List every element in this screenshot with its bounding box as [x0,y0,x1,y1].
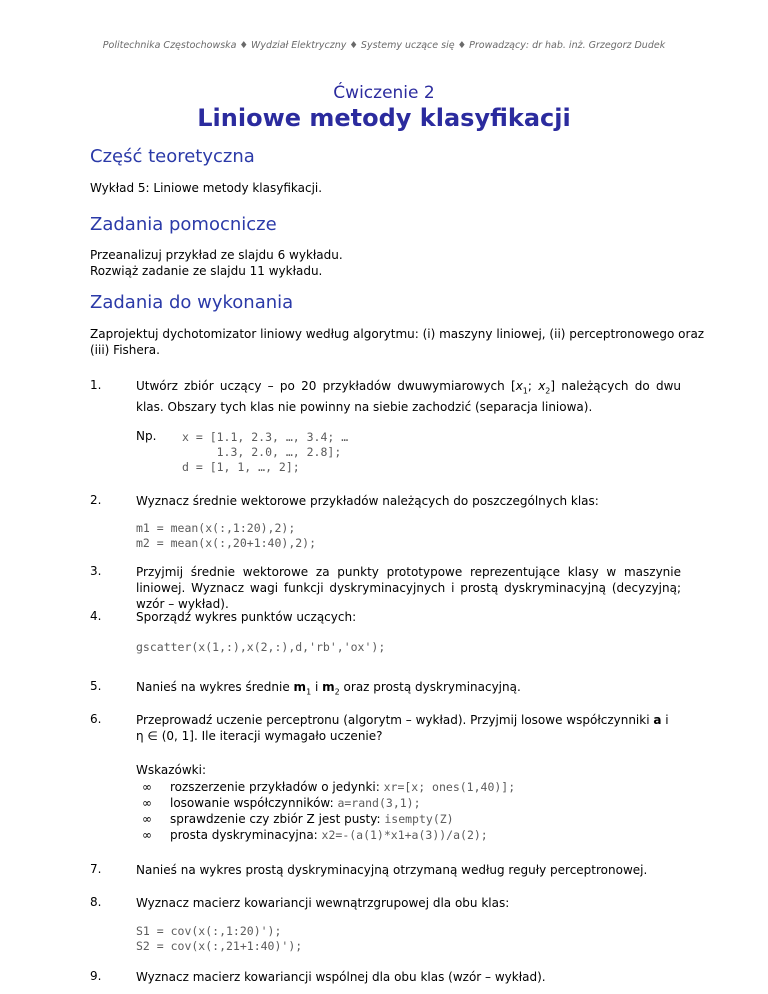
tasks-intro-line-2: (iii) Fishera. [90,343,160,357]
bullet-icon: ∞ [142,796,152,810]
code-means-line-1: m1 = mean(x(:,1:20),2); [136,521,296,535]
item-9-text: Wyznacz macierz kowariancji wspólnej dla obu klas (wzór – wykład). [136,970,546,984]
exercise-title: Liniowe metody klasyfikacji [197,104,571,132]
section-heading-aux: Zadania pomocnicze [90,214,277,235]
item-6-number: 6. [90,712,102,726]
item-2-text: Wyznacz średnie wektorowe przykładów należących do poszczególnych klas: [136,494,599,508]
code-cov-line-1: S1 = cov(x(:,1:20)'); [136,924,282,938]
item-4-text: Sporządź wykres punktów uczących: [136,610,357,624]
running-header: Politechnika Częstochowska ♦ Wydział Elektryczny ♦ Systemy uczące się ♦ Prowadzący: dr hab. inż. Grzegorz Dudek [102,40,666,51]
item-3-number: 3. [90,564,102,578]
hint-row: ∞ rozszerzenie przykładów o jedynki: xr=[x; ones(1,40)]; [136,779,515,795]
item-7-number: 7. [90,862,102,876]
exercise-number: Ćwiczenie 2 [333,83,435,103]
hints-label: Wskazówki: [136,763,206,777]
code-example-line-3: d = [1, 1, …, 2]; [182,460,300,474]
theory-text: Wykład 5: Liniowe metody klasyfikacji. [90,181,323,195]
item-3-text: Przyjmij średnie wektorowe za punkty prototypowe reprezentujące klasy w maszynie liniowej. Wyznacz wagi funkcji dyskryminacyjnych i prostą dyskryminacyjną (decyzyjną; wzór – wykład). [136,565,681,611]
example-label: Np. [136,429,157,443]
item-4-number: 4. [90,609,102,623]
item-7-text: Nanieś na wykres prostą dyskryminacyjną otrzymaną według reguły perceptronowej. [136,863,648,877]
tasks-intro-line-1: Zaprojektuj dychotomizator liniowy według algorytmu: (i) maszyny liniowej, (ii) perceptronowego oraz [90,327,705,341]
item-1-text: Utwórz zbiór uczący – po 20 przykładów dwuwymiarowych [$x_1$; $x_2$] należących do dwu klas. Obszary tych klas nie powinny na siebie zachodzić (separacja liniowa). [136,379,682,415]
item-5-number: 5. [90,679,102,693]
item-9-number: 9. [90,969,102,983]
code-plot: gscatter(x(1,:),x(2,:),d,'rb','ox'); [136,640,386,654]
bullet-icon: ∞ [142,828,152,842]
hint-row: ∞ sprawdzenie czy zbiór Z jest pusty: isempty(Z) [136,811,454,827]
code-cov-line-2: S2 = cov(x(:,21+1:40)'); [136,939,303,953]
section-heading-theory: Część teoretyczna [90,146,255,167]
item-1-number: 1. [90,378,102,392]
item-8-number: 8. [90,895,102,909]
item-5-text: Nanieś na wykres średnie $m_1$ i $m_2$ oraz prostą dyskryminacyjną. [136,680,521,697]
item-8-text: Wyznacz macierz kowariancji wewnątrzgrupowej dla obu klas: [136,896,510,910]
section-heading-tasks: Zadania do wykonania [90,292,294,313]
item-6-text: Przeprowadź uczenie perceptronu (algorytm – wykład). Przyjmij losowe współczynniki a i η ∈ (0, 1]. Ile iteracji wymagało uczenie? [136,713,669,743]
code-example-line-1: x = [1.1, 2.3, …, 3.4; … [182,430,349,444]
aux-line-1: Przeanalizuj przykład ze slajdu 6 wykładu. [90,248,343,262]
aux-line-2: Rozwiąż zadanie ze slajdu 11 wykładu. [90,264,323,278]
hint-row: ∞ losowanie współczynników: a=rand(3,1); [136,795,421,811]
code-example-line-2: 1.3, 2.0, …, 2.8]; [182,445,342,459]
code-means-line-2: m2 = mean(x(:,20+1:40),2); [136,536,317,550]
item-2-number: 2. [90,493,102,507]
bullet-icon: ∞ [142,812,152,826]
hint-row: ∞ prosta dyskryminacyjna: x2=-(a(1)*x1+a(3))/a(2); [136,827,488,843]
mean-m2-symbol: m [322,680,335,694]
bullet-icon: ∞ [142,780,152,794]
